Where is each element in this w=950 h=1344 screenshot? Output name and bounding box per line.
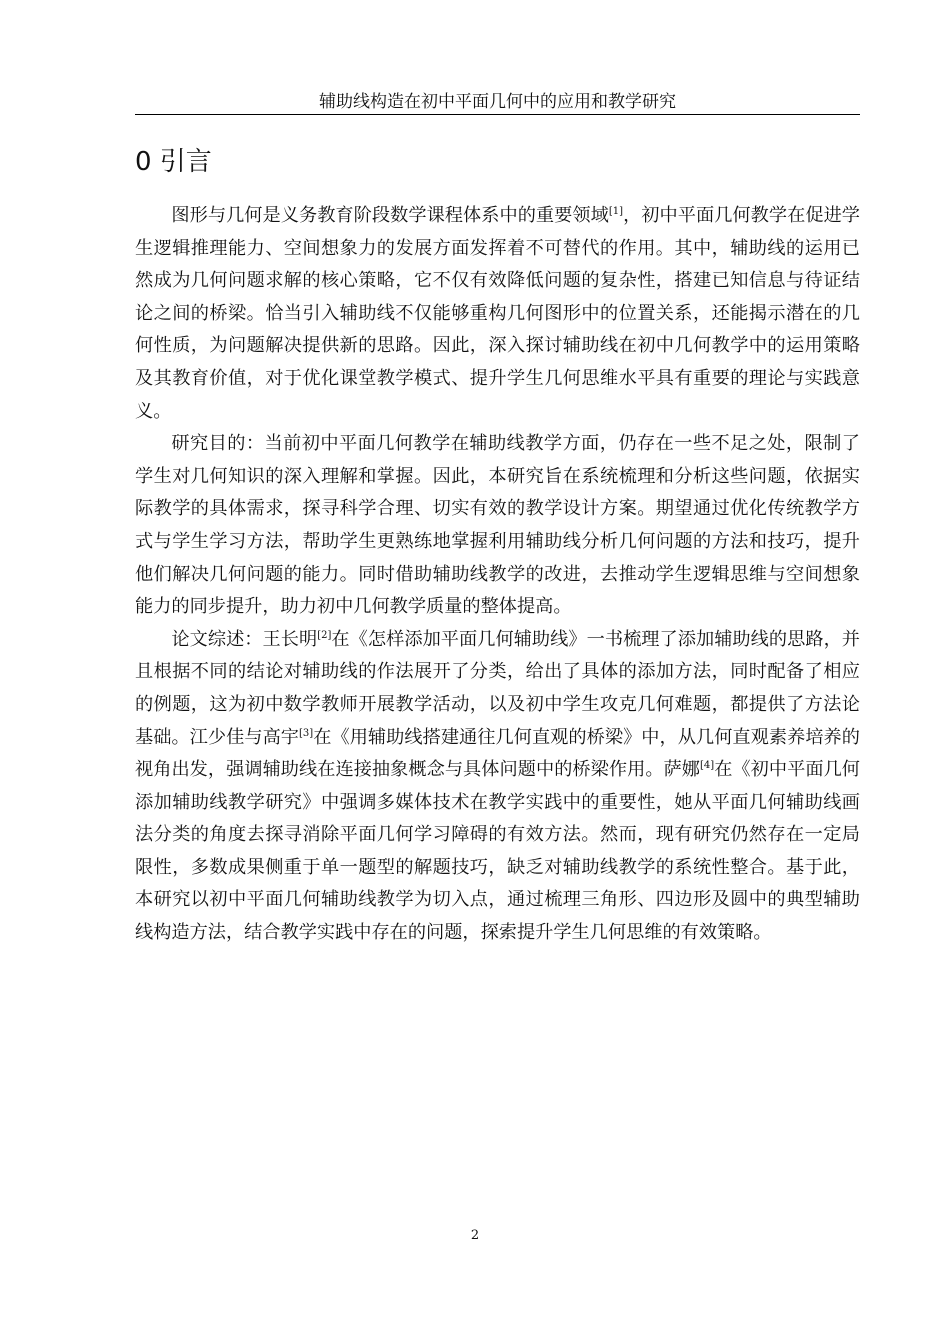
citation-ref: [3] xyxy=(299,727,314,739)
paragraph-text: 图形与几何是义务教育阶段数学课程体系中的重要领域 xyxy=(171,205,609,226)
paragraph-literature-review xyxy=(135,624,860,950)
body-text xyxy=(135,200,860,950)
citation-ref: [4] xyxy=(700,760,715,772)
page-number: 2 xyxy=(470,1228,480,1243)
paragraph-text: 在《用辅助线搭建通往几何直观的桥梁》中，从几何直观素养培养的视角出发，强调辅助线在连接抽象概念与具体问题中的桥梁作用。萨娜 xyxy=(135,726,860,781)
paragraph-text: ，初中平面几何教学在促进学生逻辑推理能力、空间想象力的发展方面发挥着不可替代的作用。其中，辅助线的运用已然成为几何问题求解的核心策略，它不仅有效降低问题的复杂性，搭建已知信息与待证结论之间的桥梁。恰当引入辅助线不仅能够重构几何图形中的位置关系，还能揭示潜在的几何性质，为问题解决提供新的思路。因此，深入探讨辅助线在初中几何教学中的运用策略及其教育价值，对于优化课堂教学模式、提升学生几何思维水平具有重要的理论与实践意义。 xyxy=(135,205,860,422)
section-heading: 0 引言 xyxy=(135,147,212,177)
paragraph-text: 论文综述：王长明 xyxy=(171,628,318,650)
paragraph-text: 研究目的：当前初中平面几何教学在辅助线教学方面，仍存在一些不足之处，限制了学生对几何知识的深入理解和掌握。因此，本研究旨在系统梳理和分析这些问题，依据实际教学的具体需求，探寻科学合理、切实有效的教学设计方案。期望通过优化传统教学方式与学生学习方法，帮助学生更熟练地掌握利用辅助线分析几何问题的方法和技巧，提升他们解决几何问题的能力。同时借助辅助线教学的改进，去推动学生逻辑思维与空间想象能力的同步提升，助力初中几何教学质量的整体提高。 xyxy=(135,433,860,618)
paragraph-research-purpose xyxy=(135,428,860,624)
paragraph-text: 在《怎样添加平面几何辅助线》一书梳理了添加辅助线的思路，并且根据不同的结论对辅助线的作法展开了分类，给出了具体的添加方法，同时配备了相应的例题，这为初中数学教师开展教学活动，以及初中学生攻克几何难题，都提供了方法论基础。江少佳与高宇 xyxy=(135,628,860,748)
citation-ref: [1] xyxy=(608,206,624,217)
running-header: 辅助线构造在初中平面几何中的应用和教学研究 xyxy=(319,92,676,112)
citation-ref: [2] xyxy=(317,629,332,641)
paragraph-text: 在《初中平面几何添加辅助线教学研究》中强调多媒体技术在教学实践中的重要性，她从平面几何辅助线画法分类的角度去探寻消除平面几何学习障碍的有效方法。然而，现有研究仍然存在一定局限性，多数成果侧重于单一题型的解题技巧，缺乏对辅助线教学的系统性整合。基于此，本研究以初中平面几何辅助线教学为切入点，通过梳理三角形、四边形及圆中的典型辅助线构造方法，结合教学实践中存在的问题，探索提升学生几何思维的有效策略。 xyxy=(135,759,860,944)
paragraph-introduction xyxy=(135,200,860,428)
header-divider xyxy=(135,114,860,115)
